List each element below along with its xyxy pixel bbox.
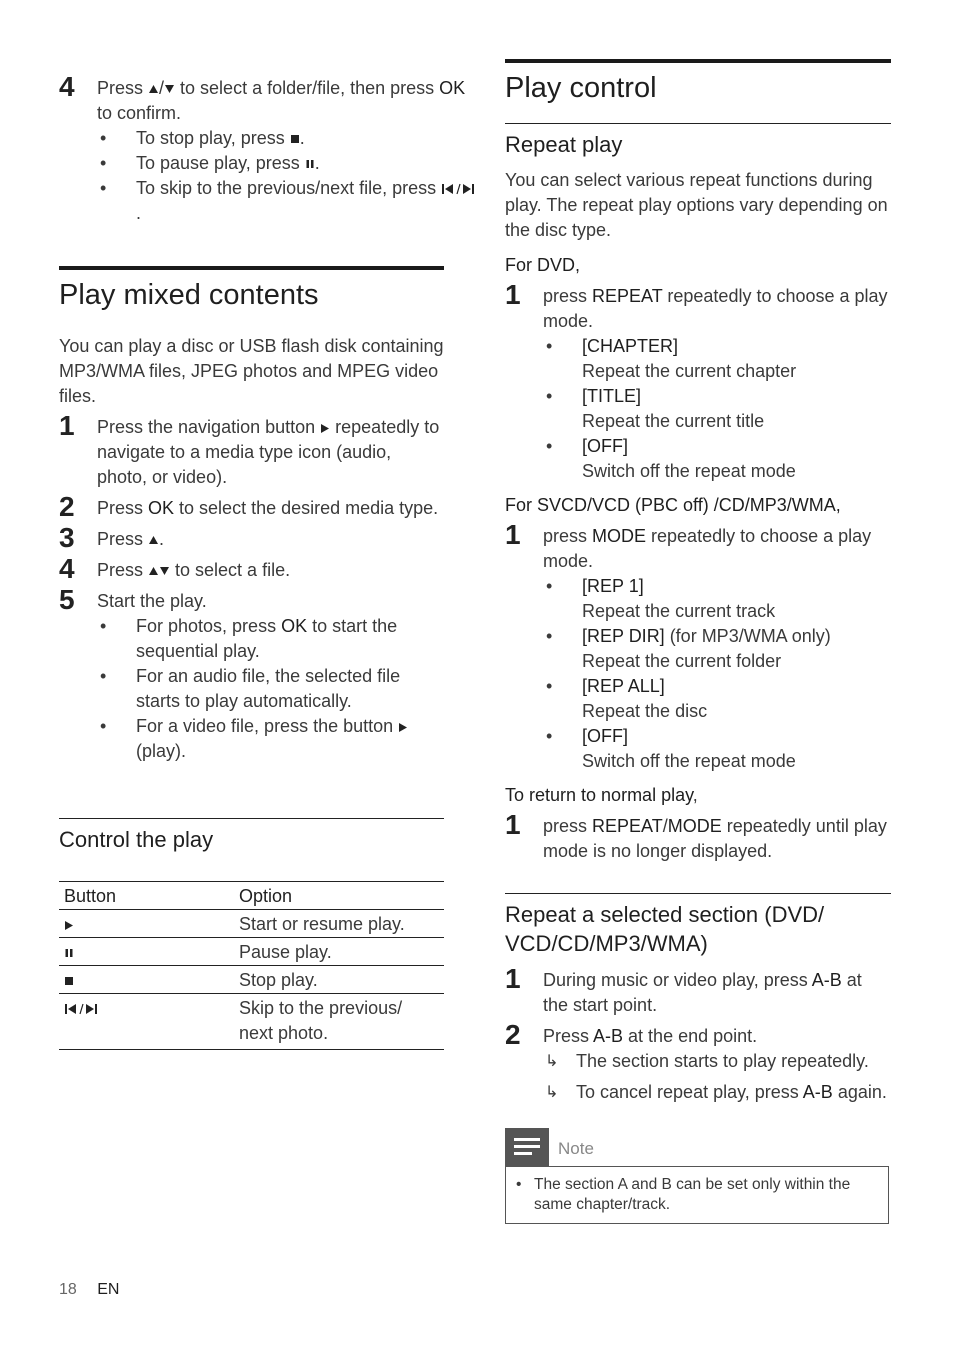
down-icon: [159, 566, 170, 576]
bullet-stop: • To stop play, press .: [97, 126, 482, 151]
heading-repeat-play: Repeat play: [505, 132, 623, 157]
step-1: 1 During music or video play, press A-B at the start point.: [505, 963, 862, 1015]
bullet-photos: • For photos, press OK to start the sequential play.: [97, 614, 444, 664]
section-play-control: [505, 59, 891, 105]
table-row: Start or resume play.: [59, 910, 444, 938]
bullet-skip: • To skip to the previous/next file, press .: [97, 176, 482, 226]
heading-play-control: Play control: [505, 72, 657, 104]
table-row: Pause play.: [59, 938, 444, 966]
mixed-steps: [59, 410, 444, 764]
option-chapter: • [CHAPTER] Repeat the current chapter: [543, 334, 891, 384]
section-repeat-play: [505, 123, 891, 159]
up-icon: [148, 535, 159, 545]
note-box: [505, 1128, 891, 1228]
result-cancel: ↳ To cancel repeat play, press A-B again.: [543, 1080, 891, 1105]
col-button: Button: [64, 886, 117, 906]
page-footer: [59, 1277, 119, 1302]
dvd-step: 1 press REPEAT repeatedly to choose a play mode. • [CHAPTER] Repeat the current chapter • [TITLE] Repeat the current title • [OFF] Switch off the repeat mode: [505, 284, 891, 484]
table-row: Skip to the previous/ next photo.: [59, 994, 444, 1050]
play-icon: [320, 423, 330, 434]
step-2: 2 Press OK to select the desired media type.: [59, 491, 439, 522]
note-content: • The section A and B can be set only within the same chapter/track.: [505, 1166, 889, 1224]
play-icon: [64, 920, 74, 931]
table-row: Stop play.: [59, 966, 444, 994]
col-option: Option: [239, 886, 293, 906]
repeat-intro: You can select various repeat functions during play. The repeat play options vary depending on the disc type.: [505, 170, 888, 240]
dvd-block: [505, 253, 891, 484]
svcd-label: For SVCD/VCD (PBC off) /CD/MP3/WMA,: [505, 495, 841, 515]
heading-repeat-section: Repeat a selected section (DVD/ VCD/CD/MP3/WMA): [505, 902, 825, 956]
bullet-video: • For a video file, press the button (play).: [97, 714, 444, 764]
page-number: 18: [59, 1281, 77, 1298]
heading-play-mixed: Play mixed contents: [59, 279, 319, 311]
down-icon: [164, 84, 175, 94]
step-1: 1 Press the navigation button repeatedly to navigate to a media type icon (audio, photo, or video).: [59, 410, 440, 487]
up-icon: [148, 84, 159, 94]
step-select-file: [59, 71, 482, 226]
step-text: Press / to select a folder/file, then press OK to confirm.: [97, 78, 466, 123]
skip-icon: [64, 1003, 100, 1015]
pause-icon: [305, 159, 315, 169]
step-2: 2 Press A-B at the end point. ↳ The section starts to play repeatedly. ↳ To cancel repeat play, press A-B again.: [505, 1024, 891, 1105]
mixed-intro: You can play a disc or USB flash disk containing MP3/WMA files, JPEG photos and MPEG video files.: [59, 336, 444, 406]
heading-control-play: Control the play: [59, 827, 214, 852]
pause-icon: [64, 948, 74, 958]
section-control-play: [59, 818, 444, 854]
option-off: • [OFF] Switch off the repeat mode: [543, 724, 891, 774]
stop-icon: [64, 976, 74, 986]
language-code: EN: [97, 1281, 120, 1298]
step-number: 4: [59, 71, 75, 102]
step-3: 3 Press .: [59, 522, 165, 553]
section-repeat-section: [505, 893, 891, 958]
option-rep1: • [REP 1] Repeat the current track: [543, 574, 891, 624]
return-step: 1 press REPEAT/MODE repeatedly until play mode is no longer displayed.: [505, 809, 887, 861]
option-repall: • [REP ALL] Repeat the disc: [543, 674, 891, 724]
section-play-mixed: [59, 266, 444, 312]
play-icon: [398, 722, 408, 733]
step-5: 5 Start the play. • For photos, press OK to start the sequential play. • For an audio file, the selected file starts to play automatically. • For a video file, press the button (play).: [59, 589, 444, 764]
skip-icon: [441, 183, 477, 195]
section-steps: [505, 963, 891, 1105]
up-icon: [148, 566, 159, 576]
return-label: To return to normal play,: [505, 785, 698, 805]
return-block: [505, 783, 891, 864]
svcd-block: [505, 493, 891, 774]
control-table: [59, 881, 444, 1050]
dvd-label: For DVD,: [505, 255, 581, 275]
bullet-audio: • For an audio file, the selected file starts to play automatically.: [97, 664, 444, 714]
option-title: • [TITLE] Repeat the current title: [543, 384, 891, 434]
option-off: • [OFF] Switch off the repeat mode: [543, 434, 891, 484]
stop-icon: [290, 134, 300, 144]
bullet-pause: • To pause play, press .: [97, 151, 482, 176]
svcd-step: 1 press MODE repeatedly to choose a play mode. • [REP 1] Repeat the current track • [REP DIR] (for MP3/WMA only) Repeat the current folder • [REP ALL] Repeat the disc • [OFF] Switch off the repeat mode: [505, 524, 891, 774]
step-4: 4 Press to select a file.: [59, 553, 291, 584]
note-title: Note: [558, 1139, 594, 1158]
note-icon: [505, 1128, 549, 1166]
result-repeat: ↳ The section starts to play repeatedly.: [543, 1049, 891, 1074]
option-repdir: • [REP DIR] (for MP3/WMA only) Repeat the current folder: [543, 624, 891, 674]
